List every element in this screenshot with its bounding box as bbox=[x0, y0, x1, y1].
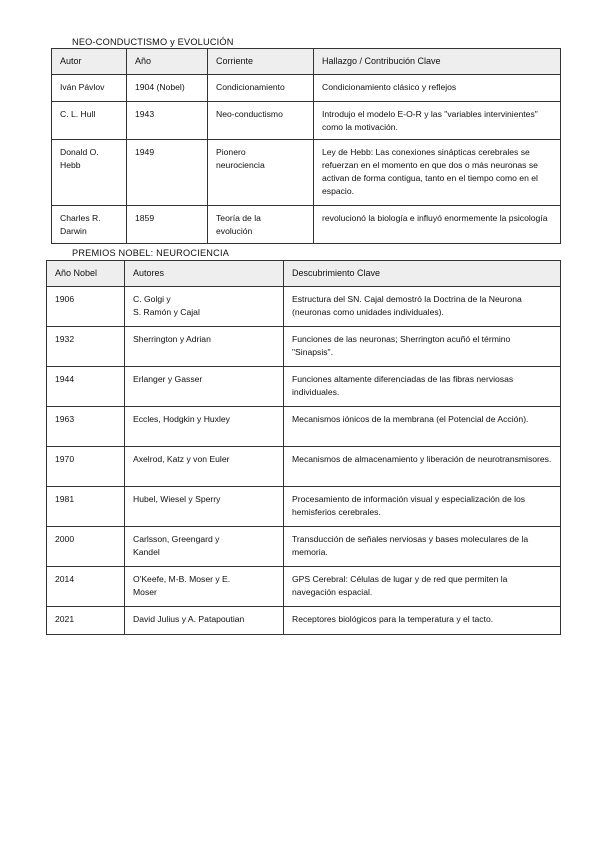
cell-hallazgo: revolucionó la biología e influyó enormemente la psicología bbox=[314, 206, 561, 244]
table-row bbox=[47, 407, 561, 447]
cell-hallazgo: Introdujo el modelo E-O-R y las "variables intervinientes" como la motivación. bbox=[314, 102, 561, 140]
table-row bbox=[47, 327, 561, 367]
cell-ano: 1859 bbox=[127, 206, 208, 244]
table-header-row bbox=[47, 261, 561, 287]
cell-descubrimiento: Mecanismos de almacenamiento y liberación de neurotransmisores. bbox=[284, 447, 561, 487]
header-hallazgo: Hallazgo / Contribución Clave bbox=[314, 49, 561, 75]
table-header-row bbox=[52, 49, 561, 75]
table-row bbox=[47, 607, 561, 635]
cell-descubrimiento: Transducción de señales nerviosas y bases moleculares de la memoria. bbox=[284, 527, 561, 567]
cell-ano: 1949 bbox=[127, 140, 208, 206]
cell-ano-nobel: 1970 bbox=[47, 447, 125, 487]
cell-autores: Axelrod, Katz y von Euler bbox=[125, 447, 284, 487]
table-row bbox=[47, 287, 561, 327]
cell-ano-nobel: 2000 bbox=[47, 527, 125, 567]
cell-autores: Hubel, Wiesel y Sperry bbox=[125, 487, 284, 527]
table-row bbox=[47, 567, 561, 607]
header-ano-nobel: Año Nobel bbox=[47, 261, 125, 287]
nobel-neurociencia-table bbox=[46, 260, 561, 635]
cell-ano-nobel: 2014 bbox=[47, 567, 125, 607]
cell-corriente: Neo-conductismo bbox=[208, 102, 314, 140]
neo-conductismo-table bbox=[51, 48, 561, 244]
table-row bbox=[52, 102, 561, 140]
cell-ano: 1943 bbox=[127, 102, 208, 140]
header-descubrimiento: Descubrimiento Clave bbox=[284, 261, 561, 287]
table-row bbox=[47, 527, 561, 567]
cell-ano-nobel: 2021 bbox=[47, 607, 125, 635]
cell-autor: C. L. Hull bbox=[52, 102, 127, 140]
cell-autor: Charles R. Darwin bbox=[52, 206, 127, 244]
header-ano: Año bbox=[127, 49, 208, 75]
cell-ano-nobel: 1981 bbox=[47, 487, 125, 527]
cell-descubrimiento: Funciones de las neuronas; Sherrington acuñó el término "Sinapsis". bbox=[284, 327, 561, 367]
table-row bbox=[52, 206, 561, 244]
cell-descubrimiento: Receptores biológicos para la temperatura y el tacto. bbox=[284, 607, 561, 635]
cell-autores: C. Golgi y S. Ramón y Cajal bbox=[125, 287, 284, 327]
cell-ano-nobel: 1963 bbox=[47, 407, 125, 447]
cell-ano-nobel: 1944 bbox=[47, 367, 125, 407]
cell-descubrimiento: GPS Cerebral: Células de lugar y de red que permiten la navegación espacial. bbox=[284, 567, 561, 607]
table-row bbox=[52, 75, 561, 102]
header-corriente: Corriente bbox=[208, 49, 314, 75]
section2-title: PREMIOS NOBEL: NEUROCIENCIA bbox=[72, 248, 230, 258]
cell-descubrimiento: Estructura del SN. Cajal demostró la Doctrina de la Neurona (neuronas como unidades individuales). bbox=[284, 287, 561, 327]
cell-ano-nobel: 1906 bbox=[47, 287, 125, 327]
table-row bbox=[52, 140, 561, 206]
table-row bbox=[47, 487, 561, 527]
cell-descubrimiento: Procesamiento de información visual y especialización de los hemisferios cerebrales. bbox=[284, 487, 561, 527]
table-row bbox=[47, 447, 561, 487]
cell-autores: Erlanger y Gasser bbox=[125, 367, 284, 407]
cell-autores: Eccles, Hodgkin y Huxley bbox=[125, 407, 284, 447]
cell-autores: David Julius y A. Patapoutian bbox=[125, 607, 284, 635]
cell-ano-nobel: 1932 bbox=[47, 327, 125, 367]
header-autores: Autores bbox=[125, 261, 284, 287]
cell-corriente: Condicionamiento bbox=[208, 75, 314, 102]
section1-title: NEO-CONDUCTISMO y EVOLUCIÓN bbox=[72, 37, 234, 47]
cell-descubrimiento: Mecanismos iónicos de la membrana (el Potencial de Acción). bbox=[284, 407, 561, 447]
cell-ano: 1904 (Nobel) bbox=[127, 75, 208, 102]
cell-corriente: Pionero neurociencia bbox=[208, 140, 314, 206]
cell-autores: O'Keefe, M-B. Moser y E. Moser bbox=[125, 567, 284, 607]
cell-hallazgo: Ley de Hebb: Las conexiones sinápticas cerebrales se refuerzan en el momento en que dos o más neuronas se activan de forma contigua, tanto en el tiempo como en el espacio. bbox=[314, 140, 561, 206]
cell-corriente: Teoría de la evolución bbox=[208, 206, 314, 244]
table-row bbox=[47, 367, 561, 407]
cell-autores: Carlsson, Greengard y Kandel bbox=[125, 527, 284, 567]
cell-hallazgo: Condicionamiento clásico y reflejos bbox=[314, 75, 561, 102]
cell-autor: Donald O. Hebb bbox=[52, 140, 127, 206]
cell-descubrimiento: Funciones altamente diferenciadas de las fibras nerviosas individuales. bbox=[284, 367, 561, 407]
header-autor: Autor bbox=[52, 49, 127, 75]
cell-autores: Sherrington y Adrian bbox=[125, 327, 284, 367]
cell-autor: Iván Pávlov bbox=[52, 75, 127, 102]
